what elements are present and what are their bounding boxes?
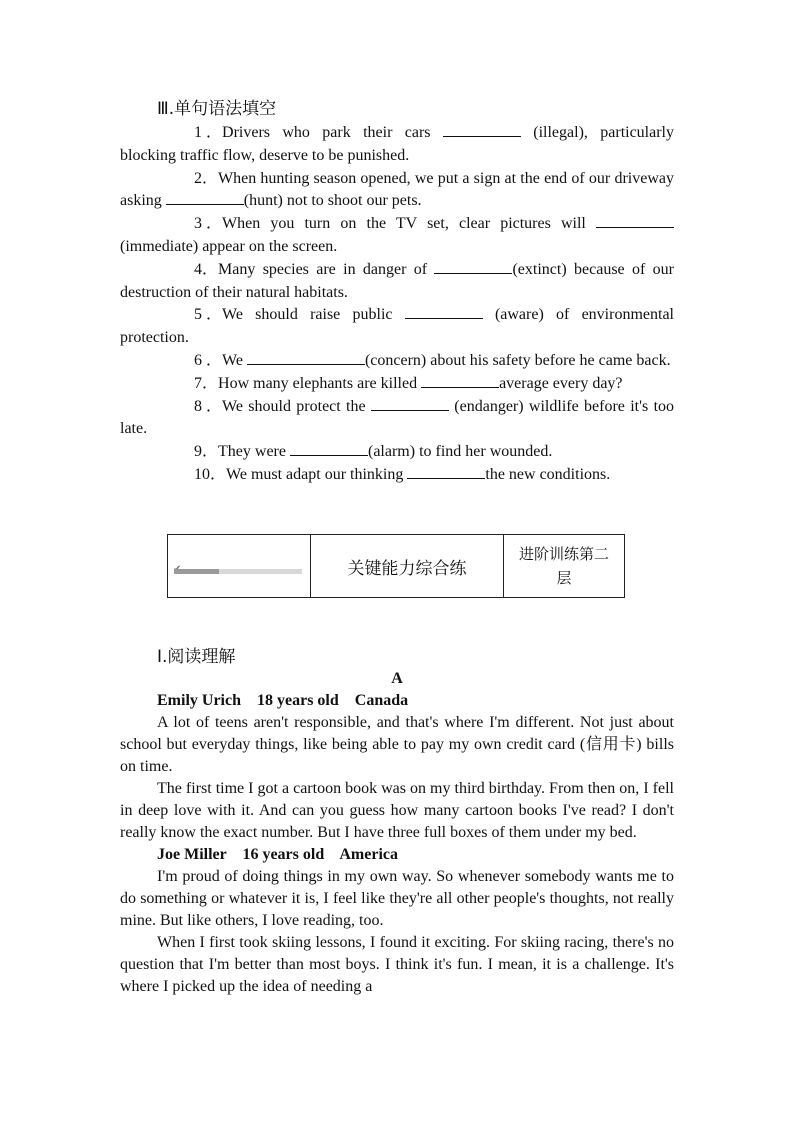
question-8: 8 ．We should protect the (endanger) wildlife before it's too late. bbox=[120, 397, 675, 438]
person-header-1: Emily Urich 18 years old Canada bbox=[157, 692, 409, 709]
question-10: 10．We must adapt our thinking the new conditions. bbox=[194, 465, 611, 483]
answer-blank[interactable] bbox=[405, 304, 483, 319]
answer-blank[interactable] bbox=[371, 396, 449, 411]
question-3: 3 ．When you turn on the TV set, clear pictures will (immediate) appear on the screen. bbox=[120, 213, 674, 259]
section3-heading: Ⅲ.单句语法填空 bbox=[157, 99, 277, 119]
passage-a bbox=[120, 690, 674, 998]
question-7: 7．How many elephants are killed average every day? bbox=[194, 374, 623, 392]
answer-blank[interactable] bbox=[166, 190, 244, 205]
question-6: 6 ．We (concern) about his safety before he came back. bbox=[194, 351, 671, 369]
answer-blank[interactable] bbox=[247, 350, 365, 365]
section-banner bbox=[167, 534, 625, 598]
banner-title: 关键能力综合练 bbox=[311, 535, 504, 597]
passage-label: A bbox=[391, 670, 403, 687]
banner-progress-cell bbox=[168, 535, 311, 597]
banner-level: 进阶训练第二层 bbox=[518, 545, 609, 587]
question-1: 1 ．Drivers who park their cars (illegal), particularly blocking traffic flow, deserve to be punished. bbox=[120, 124, 675, 164]
answer-blank[interactable] bbox=[290, 441, 368, 456]
answer-blank[interactable] bbox=[434, 259, 512, 274]
answer-blank[interactable] bbox=[407, 464, 485, 479]
section1-heading: Ⅰ.阅读理解 bbox=[157, 647, 236, 667]
paragraph: A lot of teens aren't responsible, and that's where I'm different. Not just about school but everyday things, like being able to pay my own credit card (信用卡) bills on time. bbox=[120, 714, 674, 775]
question-5: 5 ．We should raise public (aware) of environmental protection. bbox=[120, 306, 674, 347]
question-2: 2．When hunting season opened, we put a sign at the end of our driveway asking (hunt) not to shoot our pets. bbox=[120, 169, 674, 210]
answer-blank[interactable] bbox=[596, 213, 674, 228]
question-9: 9．They were (alarm) to find her wounded. bbox=[194, 443, 553, 461]
paragraph: When I first took skiing lessons, I found it exciting. For skiing racing, there's no question that I'm better than most boys. I think it's fun. I mean, it is a challenge. It's where I picked up the idea of needing a bbox=[120, 934, 674, 995]
person-header-2: Joe Miller 16 years old America bbox=[157, 846, 398, 863]
progress-fill bbox=[174, 569, 219, 574]
answer-blank[interactable] bbox=[443, 122, 521, 137]
question-4: 4．Many species are in danger of (extinct) because of our destruction of their natural habitats. bbox=[120, 260, 674, 301]
answer-blank[interactable] bbox=[421, 373, 499, 388]
question-list bbox=[120, 122, 674, 487]
paragraph: I'm proud of doing things in my own way. So whenever somebody wants me to do something or whatever it is, I feel like they're all other people's thoughts, not really mine. But like others, I love reading, too. bbox=[120, 868, 674, 929]
paragraph: The first time I got a cartoon book was on my third birthday. From then on, I fell in deep love with it. And can you guess how many cartoon books I've read? I don't really know the exact number. But I have three full boxes of them under my bed. bbox=[120, 780, 674, 841]
